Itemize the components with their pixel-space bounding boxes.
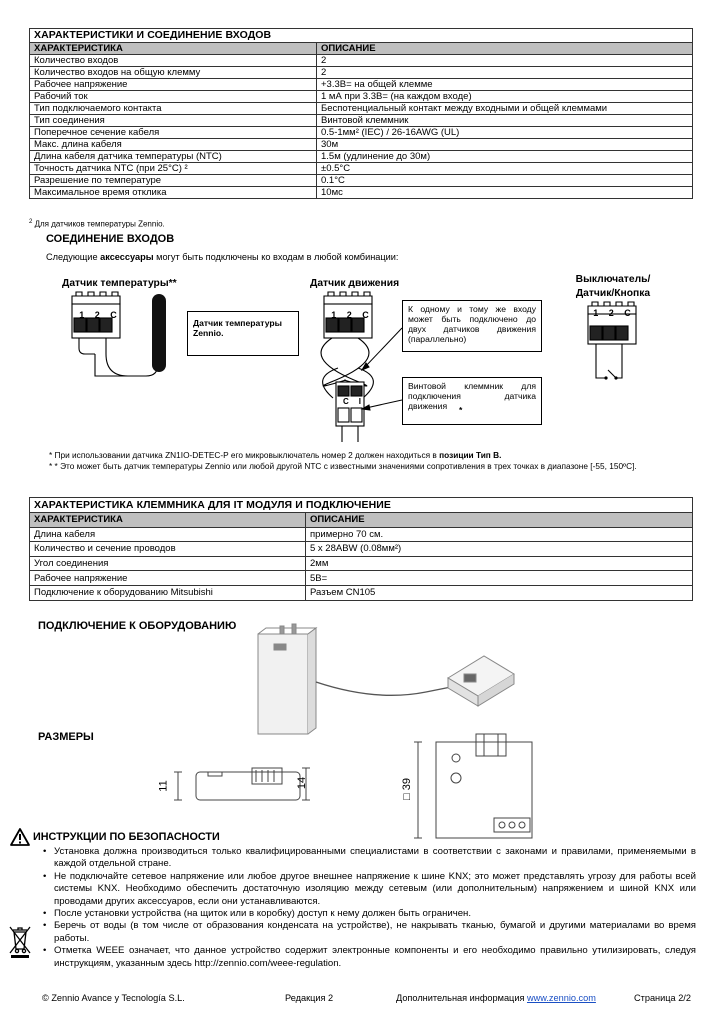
- cell-value: 2: [317, 55, 693, 67]
- switch-terminal-labels: [588, 308, 636, 318]
- cell-value: примерно 70 см.: [306, 527, 693, 542]
- motion-box-parallel: К одному и тому же входу может быть подключено до двух датчиков движения (параллельно): [402, 300, 542, 352]
- table-row: [30, 151, 693, 163]
- weee-bin-icon: [9, 925, 31, 959]
- table-row: [30, 571, 693, 586]
- dim-39-label: □ 39: [400, 778, 413, 800]
- dimensions-title: РАЗМЕРЫ: [38, 731, 94, 743]
- dimensions-top-view: [412, 734, 542, 846]
- list-item: • Не подключайте сетевое напряжение или любое другое внешнее напряжение к шине KNX; это может представлять угрозу для работы всей системы KNX. Необходимо обеспечить достаточную изоляцию между сетевым (или дополнительным) напряжением и шиной KNX или проводами других аксессуаров, если они устанавливаются.: [42, 871, 696, 908]
- cell-value: Разъем CN105: [306, 585, 693, 600]
- switch-label-line1: Выключатель/: [575, 274, 651, 285]
- intro-text-end: могут быть подключены ко входам в любой комбинации:: [153, 252, 399, 262]
- switch-label-line2: Датчик/Кнопка: [575, 288, 651, 299]
- cell-value: ±0.5°C: [317, 163, 693, 175]
- cell-key: Поперечное сечение кабеля: [30, 127, 317, 139]
- connection-note-2: * * Это может быть датчик температуры Zennio или любой другой NTC с известными значениями сопротивления в трех точках в диапазоне [-55, 150ºC].: [49, 461, 637, 471]
- cell-value: 1 мА при 3.3В= (на каждом входе): [317, 91, 693, 103]
- footnote-mark: 2: [29, 219, 33, 225]
- temp-sensor-diagram: [60, 290, 190, 380]
- footer-more-info: [396, 993, 596, 1003]
- cell-value: 0.1°C: [317, 175, 693, 187]
- table-row: [30, 67, 693, 79]
- terminal-1: 1: [79, 310, 85, 320]
- table-row: [30, 187, 693, 199]
- cell-key: Рабочее напряжение: [30, 79, 317, 91]
- table-row: [30, 103, 693, 115]
- cell-key: Количество входов на общую клемму: [30, 67, 317, 79]
- cell-value: 10мс: [317, 187, 693, 199]
- table-row: [30, 127, 693, 139]
- temp-terminal-labels: [74, 310, 122, 320]
- footer-copyright: © Zennio Avance y Tecnología S.L.: [42, 993, 185, 1003]
- cell-key: Количество и сечение проводов: [30, 542, 306, 557]
- inputs-spec-table: [29, 28, 693, 199]
- cell-value: Беспотенциальный контакт между входными и общей клеммами: [317, 103, 693, 115]
- header-description: ОПИСАНИЕ: [317, 43, 693, 55]
- motion-terminal-labels: [326, 310, 374, 320]
- table-row: [30, 91, 693, 103]
- table-row: [30, 115, 693, 127]
- cell-value: 30м: [317, 139, 693, 151]
- intro-text: Следующие: [46, 252, 101, 262]
- list-item: • Беречь от воды (в том числе от образования конденсата на устройстве), не накрывать тканью, бумагой и другими материалами во время работы.: [42, 920, 696, 945]
- connection-title: СОЕДИНЕНИЕ ВХОДОВ: [46, 233, 175, 245]
- list-item: • Установка должна производиться только квалифицированными специалистами в соответствии с законами и правилами, применяемыми в каждой отдельной стране.: [42, 846, 696, 871]
- footer-page: Страница 2/2: [634, 993, 691, 1003]
- temp-sensor-box: Датчик температуры Zennio.: [187, 311, 299, 356]
- cell-value: 2: [317, 67, 693, 79]
- connection-note-1: [49, 450, 689, 461]
- warning-icon: [10, 828, 30, 846]
- note1-text: * При использовании датчика ZN1IO-DETEC-P его микровыключатель номер 2 должен находиться в: [49, 450, 440, 460]
- terminal-c: C: [362, 310, 369, 320]
- table-row: [30, 163, 693, 175]
- inputs-footnote: [29, 219, 165, 229]
- terminal-1: 1: [593, 308, 599, 318]
- terminal-c: C: [342, 397, 349, 406]
- motion-sensor-label: Датчик движения: [310, 278, 400, 289]
- terminal-c: C: [110, 310, 117, 320]
- table-row: [30, 527, 693, 542]
- table-row: [30, 79, 693, 91]
- cell-value: 0.5-1мм² (IEC) / 26-16AWG (UL): [317, 127, 693, 139]
- cell-key: Тип подключаемого контакта: [30, 103, 317, 115]
- list-item: • После установки устройства (на щиток или в коробку) доступ к нему должен быть ограничен.: [42, 908, 696, 920]
- cell-key: Тип соединения: [30, 115, 317, 127]
- cell-value: 1.5м (удлинение до 30м): [317, 151, 693, 163]
- cell-value: 5В=: [306, 571, 693, 586]
- dim-11-label: 11: [157, 780, 170, 792]
- cell-key: Разрешение по температуре: [30, 175, 317, 187]
- terminal-c: C: [624, 308, 631, 318]
- inputs-table-title: ХАРАКТЕРИСТИКИ И СОЕДИНЕНИЕ ВХОДОВ: [30, 29, 693, 43]
- safety-title: ИНСТРУКЦИИ ПО БЕЗОПАСНОСТИ: [33, 831, 220, 843]
- motion-box-terminal: [402, 377, 542, 425]
- cell-key: Длина кабеля: [30, 527, 306, 542]
- temp-sensor-label: Датчик температуры**: [62, 278, 177, 289]
- terminal-1: 1: [331, 310, 337, 320]
- cell-key: Рабочий ток: [30, 91, 317, 103]
- cell-key: Максимальное время отклика: [30, 187, 317, 199]
- footer-link[interactable]: www.zennio.com: [526, 993, 596, 1003]
- cell-key: Макс. длина кабеля: [30, 139, 317, 151]
- dim-14-label: 14: [296, 776, 309, 790]
- table-row: [30, 139, 693, 151]
- table-row: [30, 175, 693, 187]
- cell-key: Подключение к оборудованию Mitsubishi: [30, 585, 306, 600]
- cell-key: Длина кабеля датчика температуры (NTC): [30, 151, 317, 163]
- footnote-text: Для датчиков температуры Zennio.: [34, 219, 165, 229]
- table-row: [30, 55, 693, 67]
- terminal-2: 2: [94, 310, 100, 320]
- cell-value: Винтовой клеммник: [317, 115, 693, 127]
- it-table-title: ХАРАКТЕРИСТИКА КЛЕММНИКА ДЛЯ IT МОДУЛЯ И ПОДКЛЮЧЕНИЕ: [30, 498, 693, 513]
- cell-value: 5 x 28ABW (0.08мм²): [306, 542, 693, 557]
- list-item: • Отметка WEEE означает, что данное устройство содержит электронные компоненты и его необходимо правильно утилизировать, следуя инструкциям, указанным здесь http://zennio.com/weee-regulation.: [42, 945, 696, 970]
- header-characteristic: ХАРАКТЕРИСТИКА: [30, 513, 306, 528]
- cell-key: Угол соединения: [30, 556, 306, 571]
- switch-label: [566, 273, 660, 301]
- terminal-i: I: [358, 397, 361, 406]
- header-description: ОПИСАНИЕ: [306, 513, 693, 528]
- table-row: [30, 556, 693, 571]
- safety-list: [42, 846, 696, 970]
- footer-revision: Редакция 2: [285, 993, 334, 1003]
- table-row: [30, 585, 693, 600]
- terminal-2: 2: [346, 310, 352, 320]
- footer-more-info-label: Дополнительная информация: [396, 993, 527, 1003]
- equipment-illustration: [240, 622, 520, 740]
- header-characteristic: ХАРАКТЕРИСТИКА: [30, 43, 317, 55]
- cell-key: Рабочее напряжение: [30, 571, 306, 586]
- cell-value: 2мм: [306, 556, 693, 571]
- equipment-title: ПОДКЛЮЧЕНИЕ К ОБОРУДОВАНИЮ: [38, 620, 237, 632]
- cell-value: +3.3В= на общей клемме: [317, 79, 693, 91]
- cell-key: Количество входов: [30, 55, 317, 67]
- motion-box-terminal-text: Винтовой клеммник для подключения датчика движения: [408, 381, 536, 411]
- cell-key: Точность датчика NTC (при 25°C) ²: [30, 163, 317, 175]
- intro-bold: аксессуары: [100, 252, 154, 262]
- motion-box-mark: *: [459, 405, 463, 415]
- terminal-2: 2: [608, 308, 614, 318]
- table-row: [30, 542, 693, 557]
- it-spec-table: [29, 497, 693, 601]
- connection-intro: [46, 252, 398, 262]
- note1-bold: позиции Тип В.: [439, 450, 502, 460]
